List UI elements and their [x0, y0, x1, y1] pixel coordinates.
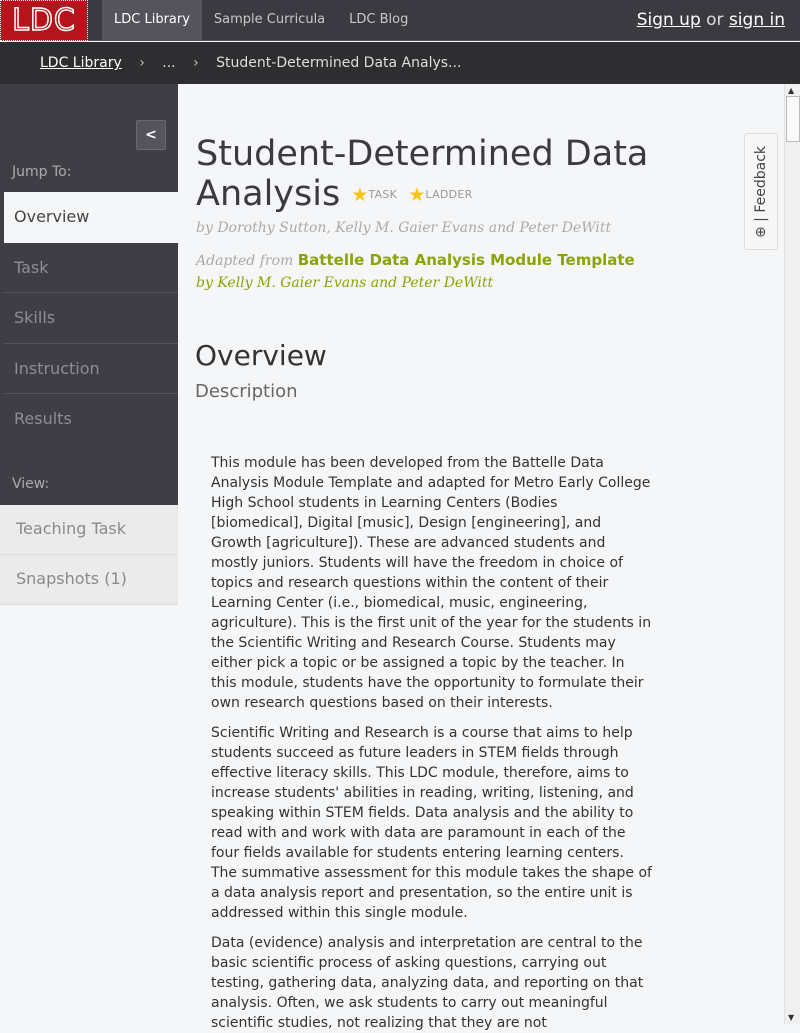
breadcrumb-ellipsis[interactable]: ...	[162, 55, 176, 71]
view-list	[0, 505, 178, 605]
view-label: View:	[12, 476, 50, 492]
sign-up-link[interactable]: Sign up	[636, 10, 701, 30]
sign-in-link[interactable]: sign in	[728, 10, 785, 30]
scrollbar[interactable]	[784, 84, 800, 1024]
authors: by Dorothy Sutton, Kelly M. Gaier Evans and Peter DeWitt	[196, 220, 612, 236]
sidebar-item-results[interactable]: Results	[14, 409, 72, 428]
section-heading: Overview	[195, 339, 327, 372]
paragraph: Scientific Writing and Research is a course that aims to help students succeed as future leaders in STEM fields through effective literacy skills. This LDC module, therefore, aims to increase students' abilities in reading, writing, listening, and speaking within STEM fields. Data analysis and the ability to read with and work with data are paramount in each of the four fields available for students entering learning centers. The summative assessment for this module takes the shape of a data analysis report and presentation, so the entire unit is addressed within this single module.	[211, 725, 652, 921]
nav-sample-curricula[interactable]: Sample Curricula	[213, 12, 326, 27]
star-icon: ★	[351, 184, 369, 206]
sidebar-item-instruction[interactable]: Instruction	[4, 344, 178, 395]
jump-to-label: Jump To:	[12, 164, 72, 180]
collapse-sidebar-button[interactable]	[136, 120, 166, 150]
sidebar-item-task[interactable]: Task	[4, 243, 178, 294]
description-body	[211, 453, 771, 1033]
scroll-down-icon[interactable]: ▼	[788, 1013, 795, 1022]
view-snapshots[interactable]: Snapshots (1)	[0, 555, 178, 605]
lifebuoy-icon: ⊕	[753, 225, 769, 238]
feedback-button[interactable]: ⊕ | Feedback	[744, 133, 778, 250]
main-nav	[102, 0, 420, 40]
sidebar	[0, 84, 178, 505]
view-teaching-task[interactable]: Teaching Task	[0, 505, 178, 555]
or-text: or	[706, 10, 724, 30]
scrollbar-thumb[interactable]	[786, 96, 800, 142]
chevron-left-icon: <	[145, 127, 157, 143]
chevron-right-icon: ›	[193, 55, 199, 71]
paragraph: This module has been developed from the Battelle Data Analysis Module Template and adapted for Metro Early College High School students in Learning Centers (Bodies [biomedical], Digital [music], Design [engineering], and Growth [agriculture]). These are advanced students and mostly juniors. Students will have the freedom in choice of topics and research questions within the content of their Learning Center (i.e., biomedical, music, engineering, agriculture). This is the first unit of the year for the students in the Scientific Writing and Research Course. Students may either pick a topic or be assigned a topic by the teacher. In this module, students have the opportunity to formulate their own research questions based on their interests.	[211, 455, 652, 711]
ldc-logo[interactable]: LDC	[0, 0, 88, 41]
nav-ldc-blog[interactable]: LDC Blog	[349, 12, 409, 27]
star-icon: ★	[408, 184, 426, 206]
adapted-from	[196, 249, 635, 294]
ladder-badge: LADDER	[425, 188, 473, 201]
sidebar-item-overview[interactable]: Overview	[4, 192, 178, 243]
subsection-heading: Description	[195, 381, 298, 402]
jump-to-list	[4, 192, 178, 445]
breadcrumb-home[interactable]: LDC Library	[40, 55, 122, 71]
adapted-template-link[interactable]: Battelle Data Analysis Module Template	[297, 251, 635, 269]
adapted-authors: by Kelly M. Gaier Evans and Peter DeWitt	[196, 275, 494, 291]
scroll-up-icon[interactable]: ▲	[788, 86, 795, 95]
top-navbar	[0, 0, 800, 41]
adapted-prefix: Adapted from	[196, 253, 294, 269]
sidebar-item-skills[interactable]: Skills	[4, 293, 178, 344]
breadcrumb	[0, 42, 800, 84]
breadcrumb-current: Student-Determined Data Analys...	[216, 55, 462, 71]
page-title: Student-Determined Data Analysis ★TASK ★LADDER	[196, 134, 649, 214]
nav-ldc-library[interactable]: LDC Library	[102, 0, 202, 40]
auth-links	[637, 0, 785, 41]
paragraph: Data (evidence) analysis and interpretation are central to the basic scientific process of asking questions, carrying out testing, gathering data, analyzing data, and reporting on that analysis. Often, we ask students to carry out meaningful scientific studies, not realizing that they are not	[211, 935, 644, 1031]
chevron-right-icon: ›	[139, 55, 145, 71]
task-badge: TASK	[368, 188, 398, 201]
